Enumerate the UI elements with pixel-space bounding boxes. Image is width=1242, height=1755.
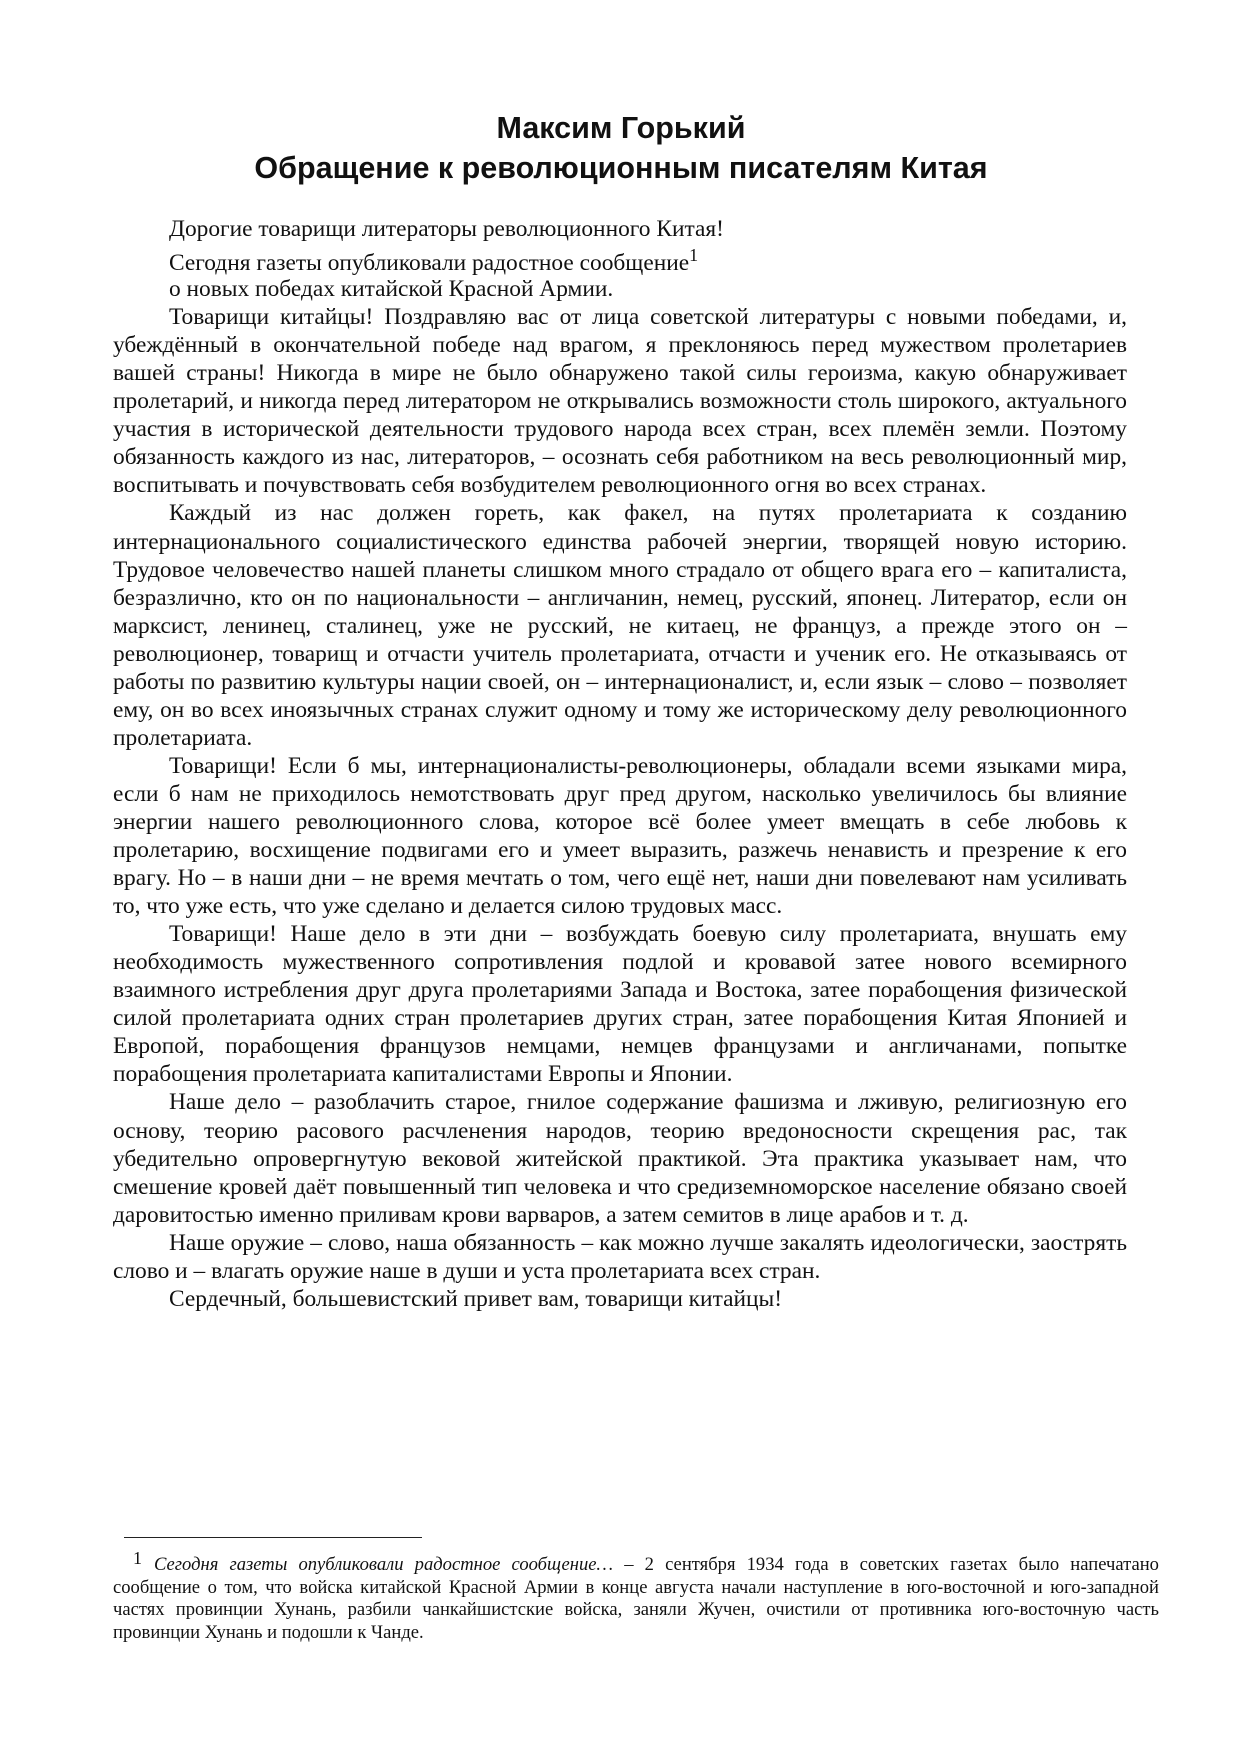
paragraph: Каждый из нас должен гореть, как факел, на путях пролетариата к созданию интернационального социалистического единства рабочей энергии, творящей новую историю. Трудовое человечество нашей планеты слишком много страдало от общего врага его – капиталиста, безразлично, кто он по национальности – англичанин, немец, русский, японец. Литератор, если он марксист, ленинец, сталинец, уже не русский, не китаец, не француз, а прежде этого он – революционер, товарищ и отчасти учитель пролетариата, отчасти и ученик его. Не отказываясь от работы по развитию культуры нации своей, он – интернационалист, и, если язык – слово – позволяет ему, он во всех иноязычных странах служит одному и тому же историческому делу революционного пролетариата. — [113, 500, 1127, 751]
closing-line: Сердечный, большевистский привет вам, товарищи китайцы! — [169, 1285, 782, 1312]
footnote-quote: Сегодня газеты опубликовали радостное сообщение… — [154, 1554, 614, 1575]
greeting-line: Дорогие товарищи литераторы революционного Китая! — [169, 216, 724, 242]
document-title — [0, 108, 1242, 188]
paragraph: Товарищи китайцы! Поздравляю вас от лица советской литературы с новыми победами, и, убеждённый в окончательной победе над врагом, я преклоняюсь перед мужеством пролетариев вашей страны! Никогда в мире не было обнаружено такой силы героизма, какую обнаруживает пролетарий, и никогда перед литератором не открывались возможности столь широкого, актуального участия в исторической деятельности трудового народа всех стран, всех племён земли. Поэтому обязанность каждого из нас, литераторов, – осознать себя работником на весь революционный мир, воспитывать и почувствовать себя возбудителем революционного огня во всех странах. — [113, 304, 1127, 499]
footnote — [113, 1548, 1159, 1644]
paragraph: Товарищи! Если б мы, интернационалисты-революционеры, обладали всеми языками мира, если б нам не приходилось немотствовать друг пред другом, насколько увеличилось бы влияние энергии нашего революционного слова, которое всё более умеет вмещать в себе любовь к пролетарию, восхищение подвигами его и умеет выразить, разжечь ненависть и презрение к его врагу. Но – в наши дни – не время мечтать о том, чего ещё нет, наши дни повелевают нам усиливать то, что уже есть, что уже сделано и делается силою трудовых масс. — [113, 752, 1127, 920]
author-name: Максим Горький — [496, 111, 746, 145]
footnote-number: 1 — [133, 1548, 142, 1568]
paragraph: Наше оружие – слово, наша обязанность – как можно лучше закалять идеологически, заострять слово и – влагать оружие наше в души и уста пролетариата всех стран. — [113, 1229, 1127, 1284]
body-text — [113, 215, 1127, 1313]
news-line-text: Сегодня газеты опубликовали радостное сообщение — [169, 250, 690, 277]
footnote-separator — [124, 1537, 422, 1538]
news-line-continuation: о новых победах китайской Красной Армии. — [169, 276, 614, 303]
paragraph: Наше дело – разоблачить старое, гнилое содержание фашизма и лживую, религиозную его основу, теорию расового расчленения народов, теорию вредоносности скрещения рас, так убедительно опровергнутую вековой житейской практикой. Эта практика указывает нам, что смешение кровей даёт повышенный тип человека и что средиземноморское население обязано своей даровитостью именно приливам крови варваров, а затем семитов в лице арабов и т. д. — [113, 1089, 1127, 1228]
paragraph: Товарищи! Наше дело в эти дни – возбуждать боевую силу пролетариата, внушать ему необходимость мужественного сопротивления подлой и кровавой затее нового всемирного взаимного истребления друг друга пролетариями Запада и Востока, затее порабощения физической силой пролетариата одних стран пролетариев других стран, затее порабощения Китая Японией и Европой, порабощения французов немцами, немцев французами и англичанами, попытке порабощения пролетариата капиталистами Европы и Японии. — [113, 921, 1127, 1088]
footnote-reference[interactable]: 1 — [689, 245, 699, 266]
news-line — [113, 245, 1127, 277]
work-title: Обращение к революционным писателям Китая — [254, 151, 988, 185]
footnote-text: – 2 сентября 1934 года в советских газетах было напечатано сообщение о том, что войска китайской Красной Армии в конце августа начали наступление в юго-восточной и юго-западной частях провинции Хунань, разбили чанкайшистские войска, заняли Жучен, очистили от противника юго-восточную часть провинции Хунань и подошли к Чанде. — [113, 1554, 1159, 1643]
